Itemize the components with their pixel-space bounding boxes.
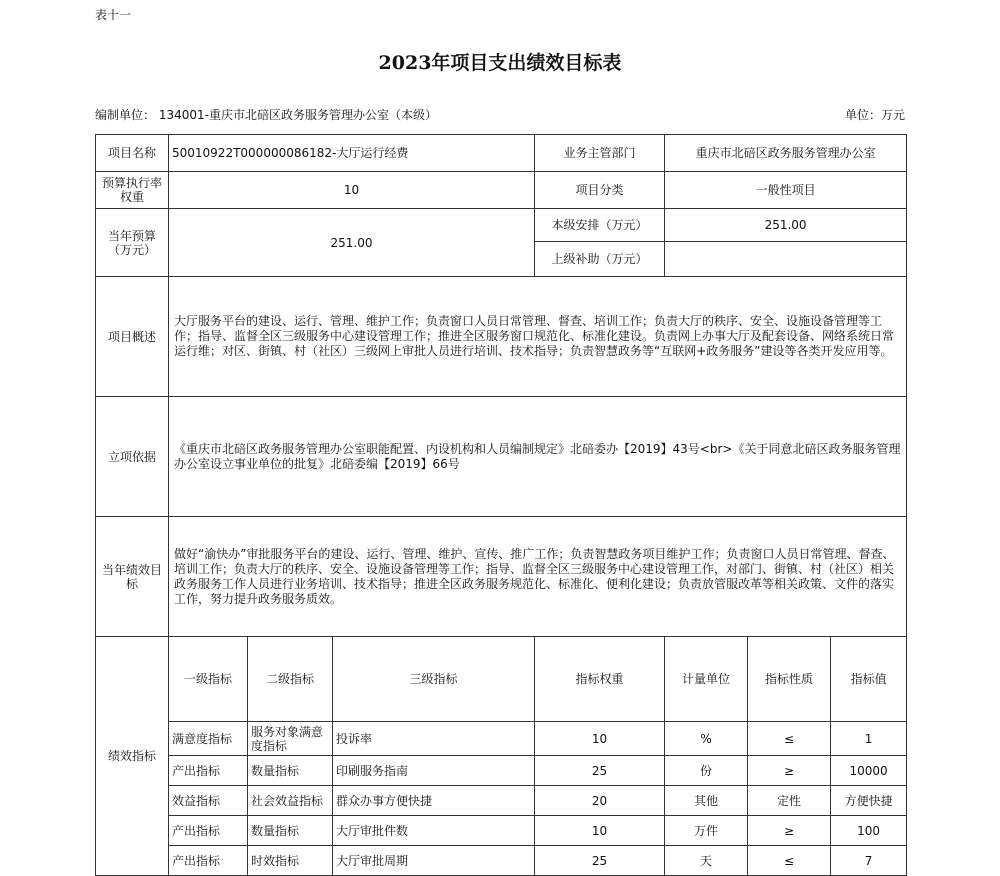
level2-cell: 服务对象满意度指标 bbox=[248, 722, 333, 756]
unit-cell: 万件 bbox=[665, 816, 748, 846]
goals-text: 做好“渝快办”审批服务平台的建设、运行、管理、维护、宣传、推广工作；负责智慧政务项目维护工作；负责窗口人员日常管理、督查、培训工作；负责大厅的秩序、安全、设施设备管理等工作；指导、监督全区三级服务中心建设管理工作，对部门、街镇、村（社区）相关政务服务工作人员进行业务培训、技术指导；推进全区政务服务规范化、标准化、便利化建设；负责放管服改革等相关政策、文件的落实工作，努力提升政务服务质效。 bbox=[169, 517, 907, 637]
dept-value: 重庆市北碚区政务服务管理办公室 bbox=[665, 135, 907, 172]
table-row bbox=[96, 722, 907, 756]
project-name-value: 50010922T000000086182-大厅运行经费 bbox=[169, 135, 535, 172]
nature-cell: ≤ bbox=[748, 722, 831, 756]
level1-cell: 产出指标 bbox=[169, 846, 248, 876]
level2-cell: 数量指标 bbox=[248, 756, 333, 786]
level1-cell: 产出指标 bbox=[169, 816, 248, 846]
nature-cell: ≤ bbox=[748, 846, 831, 876]
unit-cell: 天 bbox=[665, 846, 748, 876]
overview-text: 大厅服务平台的建设、运行、管理、维护工作；负责窗口人员日常管理、督查、培训工作；负责大厅的秩序、安全、设施设备管理等工作；指导、监督全区三级服务中心建设管理工作；推进全区服务窗口规范化、标准化建设。负责网上办事大厅及配套设备、网络系统日常运行维；对区、街镇、村（社区）三级网上审批人员进行培训、技术指导；负责智慧政务等“互联网+政务服务”建设等各类开发应用等。 bbox=[169, 277, 907, 397]
weight-cell: 20 bbox=[535, 786, 665, 816]
table-number: 表十一 bbox=[95, 8, 132, 22]
nature-cell: ≥ bbox=[748, 816, 831, 846]
column-header: 三级指标 bbox=[333, 637, 535, 722]
budget-label: 当年预算（万元） bbox=[96, 209, 169, 277]
overview-label: 项目概述 bbox=[96, 277, 169, 397]
value-cell: 100 bbox=[831, 816, 907, 846]
category-label: 项目分类 bbox=[535, 172, 665, 209]
nature-cell: ≥ bbox=[748, 756, 831, 786]
column-header: 指标值 bbox=[831, 637, 907, 722]
table-row bbox=[96, 846, 907, 876]
nature-cell: 定性 bbox=[748, 786, 831, 816]
table-row bbox=[96, 786, 907, 816]
level3-cell: 大厅审批周期 bbox=[333, 846, 535, 876]
category-value: 一般性项目 bbox=[665, 172, 907, 209]
weight-cell: 10 bbox=[535, 722, 665, 756]
level1-cell: 效益指标 bbox=[169, 786, 248, 816]
compiler-label: 编制单位： bbox=[95, 108, 156, 122]
basis-label: 立项依据 bbox=[96, 397, 169, 517]
budget-value: 251.00 bbox=[169, 209, 535, 277]
table-row bbox=[96, 816, 907, 846]
unit-label: 单位：万元 bbox=[844, 108, 905, 122]
level3-cell: 投诉率 bbox=[333, 722, 535, 756]
dept-label: 业务主管部门 bbox=[535, 135, 665, 172]
goals-label: 当年绩效目标 bbox=[96, 517, 169, 637]
level2-cell: 社会效益指标 bbox=[248, 786, 333, 816]
compiler-row bbox=[95, 106, 905, 123]
value-cell: 7 bbox=[831, 846, 907, 876]
level3-cell: 群众办事方便快捷 bbox=[333, 786, 535, 816]
level1-cell: 满意度指标 bbox=[169, 722, 248, 756]
weight-cell: 10 bbox=[535, 816, 665, 846]
performance-target-table bbox=[95, 134, 907, 876]
column-header: 指标权重 bbox=[535, 637, 665, 722]
level3-cell: 印刷服务指南 bbox=[333, 756, 535, 786]
weight-cell: 25 bbox=[535, 846, 665, 876]
value-cell: 10000 bbox=[831, 756, 907, 786]
local-budget-label: 本级安排（万元） bbox=[535, 209, 665, 242]
unit-cell: 其他 bbox=[665, 786, 748, 816]
value-cell: 方便快捷 bbox=[831, 786, 907, 816]
weight-label: 预算执行率权重 bbox=[96, 172, 169, 209]
project-name-label: 项目名称 bbox=[96, 135, 169, 172]
level1-cell: 产出指标 bbox=[169, 756, 248, 786]
value-cell: 1 bbox=[831, 722, 907, 756]
level3-cell: 大厅审批件数 bbox=[333, 816, 535, 846]
level2-cell: 数量指标 bbox=[248, 816, 333, 846]
subsidy-value bbox=[665, 242, 907, 277]
compiler-value: 134001-重庆市北碚区政务服务管理办公室（本级） bbox=[158, 108, 437, 122]
weight-cell: 25 bbox=[535, 756, 665, 786]
weight-value: 10 bbox=[169, 172, 535, 209]
column-header: 二级指标 bbox=[248, 637, 333, 722]
table-row bbox=[96, 756, 907, 786]
column-header: 一级指标 bbox=[169, 637, 248, 722]
column-header: 指标性质 bbox=[748, 637, 831, 722]
indicators-label: 绩效指标 bbox=[96, 637, 169, 876]
level2-cell: 时效指标 bbox=[248, 846, 333, 876]
column-header: 计量单位 bbox=[665, 637, 748, 722]
page-title: 2023年项目支出绩效目标表 bbox=[378, 52, 622, 74]
subsidy-label: 上级补助（万元） bbox=[535, 242, 665, 277]
unit-cell: % bbox=[665, 722, 748, 756]
unit-cell: 份 bbox=[665, 756, 748, 786]
basis-text: 《重庆市北碚区政务服务管理办公室职能配置、内设机构和人员编制规定》北碚委办【2019】43号<br>《关于同意北碚区政务服务管理办公室设立事业单位的批复》北碚委编【2019】66号 bbox=[169, 397, 907, 517]
local-budget-value: 251.00 bbox=[665, 209, 907, 242]
